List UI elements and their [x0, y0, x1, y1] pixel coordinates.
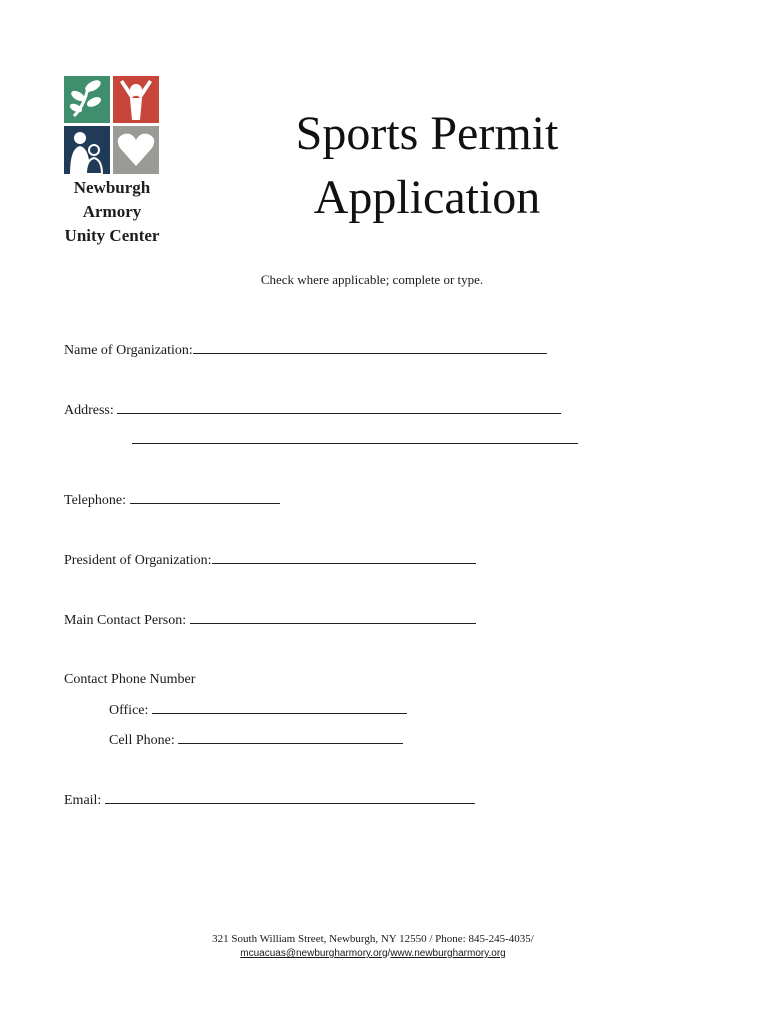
- instructions-text: Check where applicable; complete or type.: [260, 272, 484, 287]
- footer-website-link[interactable]: www.newburgharmory.org: [390, 948, 506, 959]
- organization-logo: [64, 76, 159, 174]
- logo-teal-tile: [64, 76, 110, 123]
- organization-input-line[interactable]: [193, 341, 547, 354]
- president-field: [64, 551, 476, 570]
- address-input-line-1[interactable]: [117, 401, 561, 414]
- logo-graphic: [64, 76, 159, 174]
- footer-address: 321 South William Street, Newburgh, NY 12550 / Phone: 845-245-4035/: [212, 933, 534, 945]
- cell-phone-field: [109, 731, 403, 750]
- logo-line-1: Newburgh: [73, 178, 151, 197]
- address-input-line-2[interactable]: [132, 431, 578, 444]
- email-field: [64, 791, 475, 810]
- cell-label: Cell Phone:: [109, 733, 175, 748]
- president-label: President of Organization:: [64, 553, 212, 568]
- contact-person-input-line[interactable]: [190, 611, 476, 624]
- telephone-field: [64, 491, 280, 510]
- contact-phone-heading: Contact Phone Number: [64, 672, 196, 687]
- address-continuation: [132, 431, 578, 450]
- logo-line-3: Unity Center: [64, 226, 160, 245]
- footer-email-link[interactable]: mcuacuas@newburgharmory.org: [240, 948, 388, 959]
- page-title: [262, 102, 592, 230]
- footer-separator: /: [387, 948, 391, 959]
- logo-line-2: Armory: [82, 202, 142, 221]
- office-input-line[interactable]: [152, 701, 407, 714]
- contact-person-label: Main Contact Person:: [64, 613, 187, 628]
- title-line-1: Sports Permit: [295, 107, 559, 160]
- address-field: [64, 401, 561, 420]
- cell-input-line[interactable]: [178, 731, 403, 744]
- contact-person-field: [64, 611, 476, 630]
- email-input-line[interactable]: [105, 791, 475, 804]
- organization-label: Name of Organization:: [64, 343, 193, 358]
- office-phone-field: [109, 701, 407, 720]
- telephone-label: Telephone:: [64, 493, 126, 508]
- address-label: Address:: [64, 403, 114, 418]
- organization-field: [64, 341, 547, 360]
- title-line-2: Application: [313, 171, 541, 224]
- logo-wordmark: [60, 176, 164, 248]
- footer-links: [0, 948, 746, 959]
- email-label: Email:: [64, 793, 102, 808]
- telephone-input-line[interactable]: [130, 491, 280, 504]
- office-label: Office:: [109, 703, 149, 718]
- president-input-line[interactable]: [212, 551, 476, 564]
